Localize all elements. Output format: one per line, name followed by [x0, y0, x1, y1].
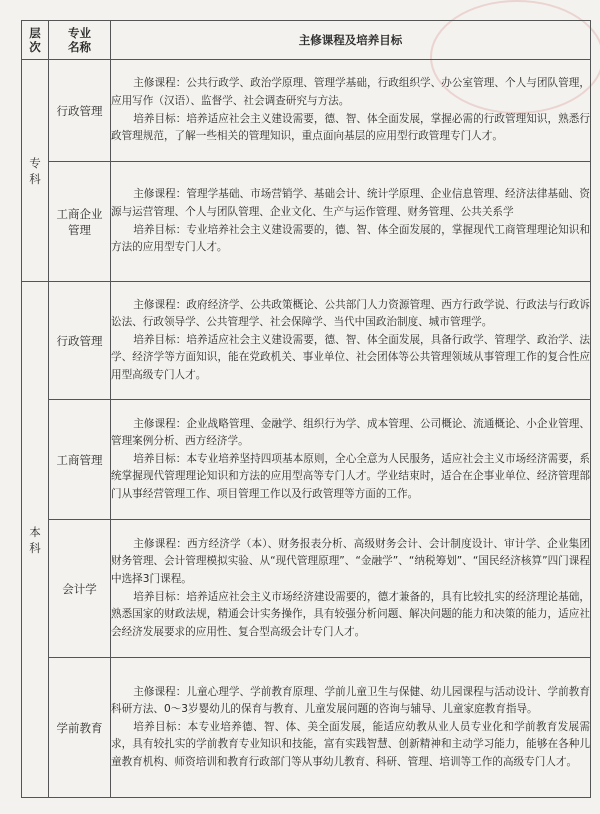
header-major: 专业 名称 — [49, 21, 111, 60]
goal-text: 培养目标：培养适应社会主义建设需要，德、智、体全面发展，具备行政学、管理学、政治学、法学、经济学等方面知识，能在党政机关、事业单位、社会团体等公共管理领域从事管理工作的复合性应用型高级专门人才。 — [111, 333, 590, 381]
major-cell: 会计学 — [49, 520, 111, 658]
header-level: 层 次 — [22, 21, 49, 60]
goal-text: 培养目标：专业培养社会主义建设需要的，德、智、体全面发展的，掌握现代工商管理理论知识和方法的应用型专门人才。 — [111, 223, 590, 254]
content-cell — [111, 282, 591, 400]
level-cell-zhuanke: 专 科 — [22, 60, 49, 282]
header-content: 主修课程及培养目标 — [111, 21, 591, 60]
content-cell — [111, 400, 591, 520]
content-cell — [111, 60, 591, 162]
courses-text: 主修课程：公共行政学、政治学原理、管理学基础，行政组织学、办公室管理、个人与团队管理，应用写作（汉语）、监督学、社会调查研究与方法。 — [111, 77, 590, 107]
courses-text: 主修课程：管理学基础、市场营销学、基础会计、统计学原理、企业信息管理、经济法律基础、资源与运营管理、个人与团队管理、企业文化、生产与运作管理、财务管理、公共关系学 — [111, 188, 590, 218]
major-cell: 行政管理 — [49, 282, 111, 400]
table-row — [22, 162, 591, 282]
content-cell — [111, 520, 591, 658]
courses-text: 主修课程：企业战略管理、金融学、组织行为学、成本管理、公司概论、流通概论、小企业管理、管理案例分析、西方经济学。 — [111, 417, 590, 448]
table-row — [22, 282, 591, 400]
table-row — [22, 400, 591, 520]
table-header-row — [22, 21, 591, 60]
table-row — [22, 520, 591, 658]
courses-text: 主修课程：西方经济学（本）、财务报表分析、高级财务会计、会计制度设计、审计学、企业集团财务管理、会计管理模拟实验、从“现代管理原理”、“金融学”、“纳税筹划”、“国民经济核算”四门课程中选择3门课程。 — [111, 537, 590, 585]
major-cell: 行政管理 — [49, 60, 111, 162]
courses-text: 主修课程：政府经济学、公共政策概论、公共部门人力资源管理、西方行政学说、行政法与行政诉讼法、行政领导学、公共管理学、社会保障学、当代中国政治制度、城市管理学。 — [111, 298, 590, 329]
goal-text: 培养目标：本专业培养德、智、体、美全面发展，能适应幼教从业人员专业化和学前教育发展需求，具有较扎实的学前教育专业知识和技能，富有实践智慧、创新精神和主动学习能力，能够在各种儿童教育机构、师资培训和教育行政部门等从事幼儿教育、科研、管理、培训等工作的高级专门人才。 — [111, 720, 590, 768]
table-row — [22, 60, 591, 162]
goal-text: 培养目标：培养适应社会主义市场经济建设需要的，德才兼备的，具有比较扎实的经济理论基础，熟悉国家的财政法规，精通会计实务操作，具有较强分析问题、解决问题的能力和决策的能力，适应社会经济发展要求的应用性、复合型高级会计专门人才。 — [111, 590, 590, 638]
major-cell: 工商管理 — [49, 400, 111, 520]
content-cell — [111, 162, 591, 282]
major-cell: 工商企业 管理 — [49, 162, 111, 282]
table-row — [22, 658, 591, 798]
content-cell — [111, 658, 591, 798]
major-cell: 学前教育 — [49, 658, 111, 798]
goal-text: 培养目标：培养适应社会主义建设需要，德、智、体全面发展，掌握必需的行政管理知识，熟悉行政管理规范，了解一些相关的管理知识，重点面向基层的应用型行政管理专门人才。 — [111, 112, 590, 143]
level-cell-benke: 本 科 — [22, 282, 49, 798]
curriculum-table — [21, 20, 591, 798]
goal-text: 培养目标：本专业培养坚持四项基本原则，全心全意为人民服务，适应社会主义市场经济需要，系统掌握现代管理理论知识和方法的应用型高等专门人才。学业结束时，适合在企事业单位、经济管理部门从事经营管理工作、项目管理工作以及行政管理等方面的工作。 — [111, 452, 590, 500]
courses-text: 主修课程：儿童心理学、学前教育原理、学前儿童卫生与保健、幼儿园课程与活动设计、学前教育科研方法、0～3岁婴幼儿的保育与教育、儿童发展问题的咨询与辅导、儿童家庭教育指导。 — [111, 685, 590, 716]
